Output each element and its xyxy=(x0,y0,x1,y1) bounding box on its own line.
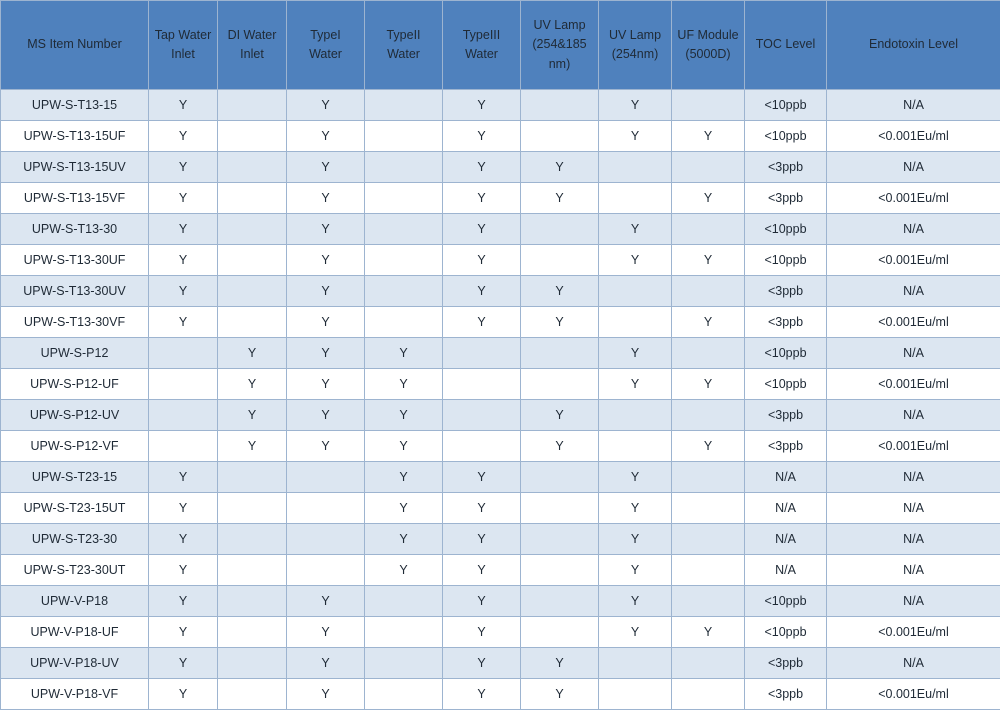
table-row xyxy=(1,369,1000,400)
column-header-line: Tap Water xyxy=(149,26,217,45)
table-cell: Y xyxy=(218,369,287,400)
table-cell xyxy=(365,276,443,307)
table-cell: Y xyxy=(149,617,218,648)
table-row xyxy=(1,152,1000,183)
table-cell xyxy=(287,462,365,493)
column-header-3 xyxy=(287,1,365,90)
table-cell: Y xyxy=(521,400,599,431)
column-header-line: MS Item Number xyxy=(1,35,148,54)
table-cell xyxy=(521,245,599,276)
column-header-line: UV Lamp xyxy=(599,26,671,45)
table-cell: N/A xyxy=(827,338,1000,369)
table-cell xyxy=(218,586,287,617)
item-number-cell: UPW-S-P12-UV xyxy=(1,400,149,431)
table-cell: Y xyxy=(443,214,521,245)
table-cell: N/A xyxy=(745,462,827,493)
table-cell: Y xyxy=(443,276,521,307)
table-cell: Y xyxy=(672,617,745,648)
table-cell: Y xyxy=(287,338,365,369)
table-cell xyxy=(672,586,745,617)
item-number-cell: UPW-V-P18 xyxy=(1,586,149,617)
table-cell: <0.001Eu/ml xyxy=(827,369,1000,400)
item-number-cell: UPW-S-T13-30 xyxy=(1,214,149,245)
table-cell: <0.001Eu/ml xyxy=(827,617,1000,648)
table-cell xyxy=(521,462,599,493)
table-cell xyxy=(218,648,287,679)
table-cell xyxy=(672,152,745,183)
table-cell xyxy=(365,152,443,183)
table-cell: Y xyxy=(218,400,287,431)
table-row xyxy=(1,679,1000,710)
table-cell xyxy=(672,214,745,245)
table-cell: <0.001Eu/ml xyxy=(827,679,1000,710)
table-cell: Y xyxy=(287,617,365,648)
table-cell: Y xyxy=(365,524,443,555)
table-cell: Y xyxy=(218,431,287,462)
table-cell: N/A xyxy=(827,586,1000,617)
table-cell xyxy=(521,524,599,555)
table-cell: Y xyxy=(521,679,599,710)
table-cell: Y xyxy=(599,617,672,648)
table-row xyxy=(1,586,1000,617)
table-cell xyxy=(443,431,521,462)
table-cell: Y xyxy=(599,493,672,524)
table-cell: N/A xyxy=(827,276,1000,307)
table-cell: Y xyxy=(599,586,672,617)
table-cell xyxy=(521,121,599,152)
table-cell: Y xyxy=(365,555,443,586)
table-cell: <10ppb xyxy=(745,586,827,617)
table-cell xyxy=(149,431,218,462)
table-cell: Y xyxy=(599,214,672,245)
table-cell: Y xyxy=(365,369,443,400)
table-cell xyxy=(218,679,287,710)
table-cell: Y xyxy=(149,214,218,245)
column-header-line: DI Water xyxy=(218,26,286,45)
table-cell xyxy=(149,338,218,369)
table-cell: Y xyxy=(672,183,745,214)
table-cell xyxy=(599,648,672,679)
table-cell: Y xyxy=(599,369,672,400)
table-cell: Y xyxy=(287,152,365,183)
table-row xyxy=(1,617,1000,648)
table-cell xyxy=(521,338,599,369)
item-number-cell: UPW-S-T13-30UF xyxy=(1,245,149,276)
column-header-line: TOC Level xyxy=(745,35,826,54)
table-row xyxy=(1,648,1000,679)
table-cell xyxy=(218,462,287,493)
table-cell xyxy=(218,90,287,121)
table-row xyxy=(1,183,1000,214)
table-cell xyxy=(672,400,745,431)
column-header-10 xyxy=(827,1,1000,90)
table-cell: Y xyxy=(287,276,365,307)
table-cell: <0.001Eu/ml xyxy=(827,245,1000,276)
table-cell: Y xyxy=(287,90,365,121)
table-cell: Y xyxy=(365,493,443,524)
table-cell: N/A xyxy=(745,524,827,555)
column-header-line: Water xyxy=(443,45,520,64)
table-cell xyxy=(672,524,745,555)
table-cell: Y xyxy=(521,648,599,679)
table-cell: <10ppb xyxy=(745,121,827,152)
table-cell xyxy=(443,400,521,431)
table-cell: N/A xyxy=(745,555,827,586)
table-row xyxy=(1,493,1000,524)
table-cell: Y xyxy=(672,121,745,152)
table-cell xyxy=(443,369,521,400)
table-cell: Y xyxy=(672,245,745,276)
table-cell: <3ppb xyxy=(745,307,827,338)
table-cell xyxy=(672,90,745,121)
table-cell: N/A xyxy=(827,462,1000,493)
table-row xyxy=(1,307,1000,338)
table-cell: Y xyxy=(443,183,521,214)
table-cell: Y xyxy=(149,493,218,524)
column-header-9 xyxy=(745,1,827,90)
table-cell xyxy=(365,679,443,710)
column-header-1 xyxy=(149,1,218,90)
table-header xyxy=(1,1,1000,90)
column-header-line: (254nm) xyxy=(599,45,671,64)
column-header-2 xyxy=(218,1,287,90)
table-cell: <3ppb xyxy=(745,679,827,710)
table-cell: Y xyxy=(365,338,443,369)
table-cell xyxy=(672,276,745,307)
table-cell: Y xyxy=(443,90,521,121)
column-header-line: Endotoxin Level xyxy=(827,35,1000,54)
table-cell: N/A xyxy=(827,524,1000,555)
table-cell: Y xyxy=(599,245,672,276)
table-cell: Y xyxy=(443,524,521,555)
table-cell: Y xyxy=(287,586,365,617)
item-number-cell: UPW-S-P12 xyxy=(1,338,149,369)
table-cell xyxy=(521,369,599,400)
column-header-line: Water xyxy=(287,45,364,64)
table-cell: <3ppb xyxy=(745,431,827,462)
table-cell xyxy=(149,369,218,400)
table-header-row xyxy=(1,1,1000,90)
table-cell xyxy=(521,555,599,586)
table-cell xyxy=(287,524,365,555)
table-cell: Y xyxy=(521,183,599,214)
table-cell: <10ppb xyxy=(745,369,827,400)
item-number-cell: UPW-V-P18-VF xyxy=(1,679,149,710)
table-cell xyxy=(443,338,521,369)
table-cell: <0.001Eu/ml xyxy=(827,431,1000,462)
table-cell: Y xyxy=(149,307,218,338)
table-cell xyxy=(521,90,599,121)
table-cell: Y xyxy=(149,524,218,555)
table-cell: Y xyxy=(287,183,365,214)
table-cell xyxy=(218,307,287,338)
table-cell xyxy=(365,214,443,245)
table-cell xyxy=(521,493,599,524)
table-cell: Y xyxy=(672,307,745,338)
table-cell: N/A xyxy=(827,493,1000,524)
item-number-cell: UPW-S-T13-15VF xyxy=(1,183,149,214)
table-cell: Y xyxy=(599,90,672,121)
table-cell: Y xyxy=(443,648,521,679)
table-cell: Y xyxy=(287,400,365,431)
item-number-cell: UPW-S-P12-VF xyxy=(1,431,149,462)
table-cell: Y xyxy=(287,648,365,679)
table-cell: <3ppb xyxy=(745,183,827,214)
table-cell: Y xyxy=(443,245,521,276)
column-header-line: (5000D) xyxy=(672,45,744,64)
table-cell: N/A xyxy=(827,152,1000,183)
table-cell xyxy=(672,555,745,586)
item-number-cell: UPW-S-T13-30UV xyxy=(1,276,149,307)
table-cell xyxy=(672,648,745,679)
table-cell: Y xyxy=(149,586,218,617)
table-cell xyxy=(599,307,672,338)
item-number-cell: UPW-S-T23-30UT xyxy=(1,555,149,586)
table-cell: <3ppb xyxy=(745,648,827,679)
table-cell: Y xyxy=(443,152,521,183)
column-header-7 xyxy=(599,1,672,90)
table-cell xyxy=(365,586,443,617)
item-number-cell: UPW-V-P18-UV xyxy=(1,648,149,679)
table-cell: Y xyxy=(443,307,521,338)
table-row xyxy=(1,214,1000,245)
table-cell xyxy=(672,679,745,710)
table-cell: Y xyxy=(443,493,521,524)
item-number-cell: UPW-S-T13-15UF xyxy=(1,121,149,152)
table-cell xyxy=(599,679,672,710)
table-cell: Y xyxy=(521,152,599,183)
table-cell xyxy=(218,214,287,245)
item-number-cell: UPW-S-T13-15 xyxy=(1,90,149,121)
table-cell: <10ppb xyxy=(745,90,827,121)
table-cell: Y xyxy=(599,555,672,586)
column-header-line: (254&185 nm) xyxy=(521,35,598,74)
table-cell xyxy=(218,276,287,307)
column-header-line: TypeII xyxy=(365,26,442,45)
table-cell: <10ppb xyxy=(745,617,827,648)
table-cell: Y xyxy=(149,121,218,152)
table-row xyxy=(1,462,1000,493)
item-number-cell: UPW-S-P12-UF xyxy=(1,369,149,400)
table-cell: N/A xyxy=(827,555,1000,586)
table-cell xyxy=(521,214,599,245)
table-cell: N/A xyxy=(827,400,1000,431)
table-cell: Y xyxy=(149,183,218,214)
table-cell: Y xyxy=(443,462,521,493)
table-cell: Y xyxy=(149,555,218,586)
table-cell: <0.001Eu/ml xyxy=(827,121,1000,152)
table-cell xyxy=(599,183,672,214)
column-header-line: TypeI xyxy=(287,26,364,45)
table-cell: <0.001Eu/ml xyxy=(827,307,1000,338)
table-cell: Y xyxy=(218,338,287,369)
table-cell xyxy=(599,400,672,431)
table-row xyxy=(1,524,1000,555)
item-number-cell: UPW-S-T23-15UT xyxy=(1,493,149,524)
table-cell xyxy=(521,617,599,648)
table-cell: Y xyxy=(599,121,672,152)
table-row xyxy=(1,276,1000,307)
table-row xyxy=(1,245,1000,276)
table-cell: Y xyxy=(443,586,521,617)
table-cell xyxy=(672,493,745,524)
column-header-6 xyxy=(521,1,599,90)
item-number-cell: UPW-S-T23-30 xyxy=(1,524,149,555)
column-header-line: UF Module xyxy=(672,26,744,45)
table-cell: <10ppb xyxy=(745,338,827,369)
table-cell: Y xyxy=(599,462,672,493)
item-number-cell: UPW-S-T13-15UV xyxy=(1,152,149,183)
table-cell: Y xyxy=(287,679,365,710)
item-number-cell: UPW-S-T13-30VF xyxy=(1,307,149,338)
table-cell xyxy=(218,245,287,276)
table-cell: Y xyxy=(149,152,218,183)
column-header-line: Inlet xyxy=(149,45,217,64)
table-body xyxy=(1,90,1000,710)
column-header-4 xyxy=(365,1,443,90)
table-cell xyxy=(218,183,287,214)
table-cell: Y xyxy=(287,369,365,400)
table-cell: Y xyxy=(521,307,599,338)
table-cell: Y xyxy=(599,524,672,555)
table-cell xyxy=(149,400,218,431)
table-cell: Y xyxy=(672,431,745,462)
column-header-5 xyxy=(443,1,521,90)
table-cell xyxy=(287,493,365,524)
table-cell xyxy=(287,555,365,586)
table-cell: N/A xyxy=(827,648,1000,679)
table-cell: <3ppb xyxy=(745,152,827,183)
table-cell: Y xyxy=(599,338,672,369)
column-header-line: UV Lamp xyxy=(521,16,598,35)
table-row xyxy=(1,555,1000,586)
table-cell: Y xyxy=(365,400,443,431)
table-cell xyxy=(672,338,745,369)
column-header-0 xyxy=(1,1,149,90)
table-cell: Y xyxy=(672,369,745,400)
table-cell xyxy=(521,586,599,617)
table-cell: <10ppb xyxy=(745,214,827,245)
item-number-cell: UPW-S-T23-15 xyxy=(1,462,149,493)
table-cell: Y xyxy=(521,431,599,462)
table-cell: Y xyxy=(149,245,218,276)
table-cell xyxy=(599,276,672,307)
table-cell xyxy=(365,121,443,152)
table-row xyxy=(1,431,1000,462)
table-cell: Y xyxy=(149,679,218,710)
table-cell: <0.001Eu/ml xyxy=(827,183,1000,214)
table-cell: Y xyxy=(443,121,521,152)
table-cell xyxy=(218,121,287,152)
table-cell: <3ppb xyxy=(745,400,827,431)
table-cell: <10ppb xyxy=(745,245,827,276)
table-cell: N/A xyxy=(745,493,827,524)
column-header-line: Inlet xyxy=(218,45,286,64)
column-header-8 xyxy=(672,1,745,90)
table-row xyxy=(1,400,1000,431)
table-cell: Y xyxy=(149,462,218,493)
table-cell: Y xyxy=(443,679,521,710)
table-cell: Y xyxy=(365,431,443,462)
table-cell xyxy=(365,648,443,679)
table-cell xyxy=(365,307,443,338)
table-cell: Y xyxy=(149,276,218,307)
table-cell: N/A xyxy=(827,90,1000,121)
table-cell: Y xyxy=(149,90,218,121)
table-cell: <3ppb xyxy=(745,276,827,307)
table-cell xyxy=(365,617,443,648)
table-cell xyxy=(218,555,287,586)
table-cell: Y xyxy=(287,431,365,462)
table-cell: Y xyxy=(287,245,365,276)
column-header-line: Water xyxy=(365,45,442,64)
table-cell: Y xyxy=(365,462,443,493)
table-cell xyxy=(365,90,443,121)
table-cell xyxy=(599,152,672,183)
table-row xyxy=(1,338,1000,369)
table-cell xyxy=(599,431,672,462)
table-cell: Y xyxy=(443,555,521,586)
table-cell xyxy=(365,245,443,276)
table-cell xyxy=(218,152,287,183)
table-cell: Y xyxy=(443,617,521,648)
item-number-cell: UPW-V-P18-UF xyxy=(1,617,149,648)
table-cell: Y xyxy=(287,214,365,245)
table-cell: N/A xyxy=(827,214,1000,245)
table-cell: Y xyxy=(287,121,365,152)
table-cell: Y xyxy=(521,276,599,307)
table-cell xyxy=(672,462,745,493)
table-cell xyxy=(365,183,443,214)
table-row xyxy=(1,90,1000,121)
column-header-line: TypeIII xyxy=(443,26,520,45)
table-cell xyxy=(218,493,287,524)
table-cell xyxy=(218,524,287,555)
table-cell: Y xyxy=(149,648,218,679)
table-row xyxy=(1,121,1000,152)
table-cell xyxy=(218,617,287,648)
table-cell: Y xyxy=(287,307,365,338)
